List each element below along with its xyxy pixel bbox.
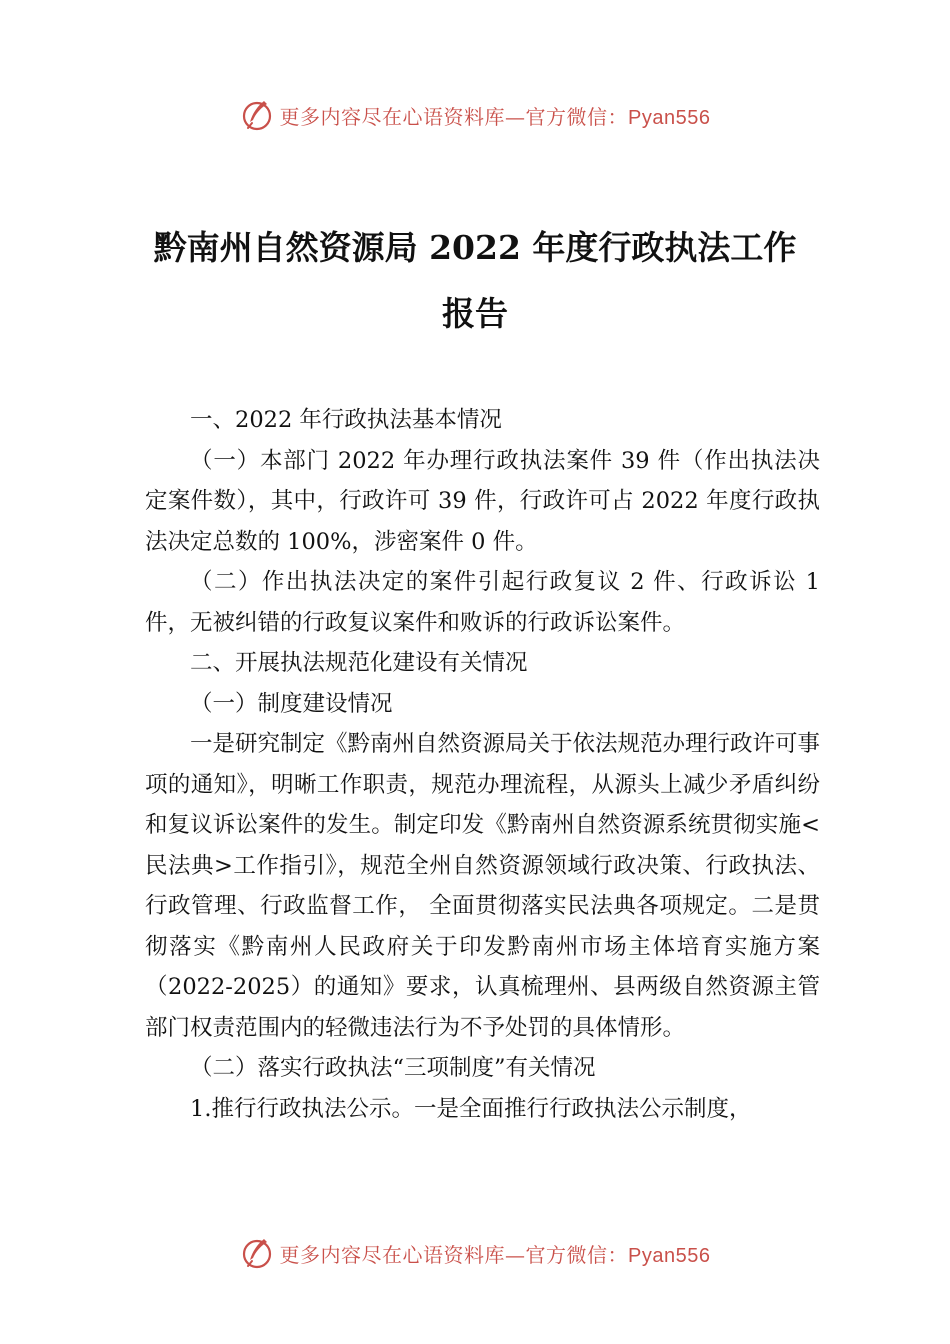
paragraph-review-litigation: （二）作出执法决定的案件引起行政复议 2 件、行政诉讼 1 件，无被纠错的行政复议案件和败诉的行政诉讼案件。: [145, 569, 820, 636]
watermark-brand: 更多内容尽在心语资料库—官方微信：: [279, 1242, 629, 1267]
document-title: [130, 215, 820, 347]
watermark-text: [280, 101, 711, 130]
quill-pen-seal-icon: [240, 1236, 274, 1270]
title-line-2: 报告: [442, 294, 508, 333]
section-heading-1: 一、2022 年行政执法基本情况: [190, 407, 502, 433]
footer-watermark: [0, 1233, 950, 1273]
watermark-text: [280, 1239, 711, 1268]
paragraph-system-building: 一是研究制定《黔南州自然资源局关于依法规范办理行政许可事项的通知》，明晰工作职责，规范办理流程，从源头上减少矛盾纠纷和复议诉讼案件的发生。制定印发《黔南州自然资源系统贯彻实施<民法典>工作指引》，规范全州自然资源领域行政决策、行政执法、行政管理、行政监督工作， 全面贯彻落实民法典各项规定。二是贯彻落实《黔南州人民政府关于印发黔南州市场主体培育实施方案（2022-2025）的通知》要求，认真梳理州、县两级自然资源主管部门权责范围内的轻微违法行为不予处罚的具体情形。: [145, 731, 821, 1041]
paragraph-publicity: 1.推行行政执法公示。一是全面推行行政执法公示制度，: [190, 1095, 752, 1122]
subsection-heading-three-systems: （二）落实行政执法“三项制度”有关情况: [190, 1055, 596, 1081]
section-heading-2: 二、开展执法规范化建设有关情况: [190, 650, 528, 676]
header-watermark: [0, 95, 950, 135]
subsection-heading-system: （一）制度建设情况: [190, 690, 393, 717]
watermark-brand: 更多内容尽在心语资料库—官方微信：: [279, 104, 629, 129]
title-line-1: 黔南州自然资源局 2022 年度行政执法工作: [153, 228, 797, 267]
quill-pen-seal-icon: [240, 98, 274, 132]
document-body: [145, 400, 820, 1129]
paragraph-case-count: （一）本部门 2022 年办理行政执法案件 39 件（作出执法决定案件数），其中，行政许可 39 件，行政许可占 2022 年度行政执法决定总数的 100%，涉密案件 0 件。: [145, 447, 820, 555]
watermark-wechat-id: Pyan556: [628, 1244, 711, 1267]
watermark-wechat-id: Pyan556: [628, 106, 711, 129]
